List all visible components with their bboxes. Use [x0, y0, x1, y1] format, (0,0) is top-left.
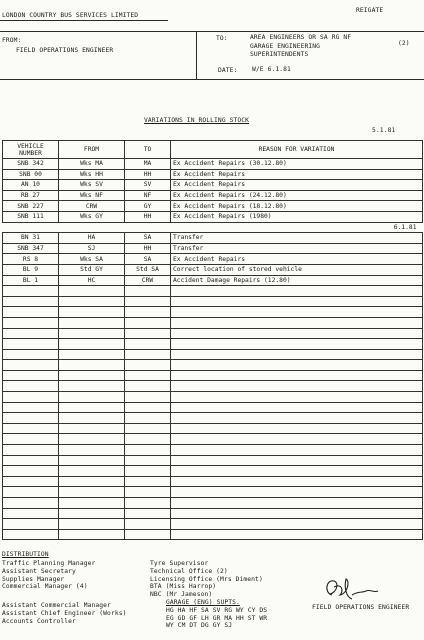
from-cell: [59, 296, 125, 307]
from-cell: [59, 307, 125, 318]
from-cell: [59, 455, 125, 466]
from-cell: [59, 339, 125, 350]
to-cell: [125, 349, 171, 360]
col-header-to: TO: [125, 141, 171, 159]
empty-table-row: [3, 317, 423, 328]
date-label: DATE:: [218, 67, 238, 74]
table-row: [3, 275, 423, 286]
to-cell: NF: [125, 190, 171, 201]
memo-divider: [196, 31, 197, 79]
garage-heading: GARAGE (ENG) SUPTS.: [166, 598, 240, 606]
to-cell: [125, 370, 171, 381]
empty-table-row: [3, 286, 423, 297]
to-line: SUPERINTENDENTS: [250, 51, 309, 58]
reason-cell: [171, 413, 423, 424]
vehicle-number-cell: SNB 347: [3, 243, 59, 254]
memo-top-rule: [0, 31, 424, 32]
from-cell: [59, 498, 125, 509]
vehicle-number-cell: SNB 227: [3, 201, 59, 212]
to-cell: [125, 434, 171, 445]
empty-table-row: [3, 498, 423, 509]
reason-cell: Ex Accident Repairs (18.12.80): [171, 201, 423, 212]
reason-cell: [171, 286, 423, 297]
from-cell: [59, 423, 125, 434]
col-header-reason: REASON FOR VARIATION: [171, 141, 423, 159]
from-cell: [59, 529, 125, 540]
reason-cell: [171, 466, 423, 477]
vehicle-number-cell: [3, 455, 59, 466]
to-cell: HH: [125, 243, 171, 254]
distribution-item: Technical Office (2): [150, 567, 228, 575]
distribution-list-primary: [2, 560, 127, 626]
vehicle-number-cell: SNB 342: [3, 159, 59, 170]
vehicle-number-cell: [3, 508, 59, 519]
garage-codes: EG GD GF LH GR MA HH ST WR: [166, 614, 268, 622]
to-cell: [125, 487, 171, 498]
vehicle-number-cell: [3, 519, 59, 530]
distribution-item: Assistant Commercial Manager: [2, 602, 111, 610]
from-cell: Wks HH: [59, 169, 125, 180]
table-row: [3, 233, 423, 244]
to-cell: HH: [125, 211, 171, 222]
to-cell: [125, 423, 171, 434]
vehicle-number-cell: [3, 423, 59, 434]
empty-table-row: [3, 413, 423, 424]
to-cell: [125, 392, 171, 403]
to-cell: [125, 476, 171, 487]
to-cell: [125, 339, 171, 350]
table-row: [3, 243, 423, 254]
vehicle-number-cell: [3, 360, 59, 371]
vehicle-number-cell: AN 10: [3, 180, 59, 191]
empty-table-row: [3, 360, 423, 371]
reason-cell: [171, 498, 423, 509]
from-label: FROM:: [2, 37, 22, 44]
reason-cell: [171, 402, 423, 413]
table-body: [3, 159, 423, 540]
reason-cell: [171, 423, 423, 434]
reason-cell: [171, 392, 423, 403]
reason-cell: [171, 445, 423, 456]
reason-cell: Correct location of stored vehicle: [171, 264, 423, 275]
table-row: [3, 190, 423, 201]
vehicle-number-cell: BL 1: [3, 275, 59, 286]
date-value: W/E 6.1.81: [252, 66, 291, 73]
table-row: [3, 169, 423, 180]
from-cell: Wks GY: [59, 211, 125, 222]
reason-cell: Accident Damage Repairs (12.80): [171, 275, 423, 286]
table-row: [3, 180, 423, 191]
vehicle-number-cell: BL 9: [3, 264, 59, 275]
from-cell: [59, 487, 125, 498]
from-cell: [59, 508, 125, 519]
empty-table-row: [3, 381, 423, 392]
vehicle-number-cell: SNB 00: [3, 169, 59, 180]
second-date: 6.1.81: [3, 222, 423, 233]
reason-cell: [171, 307, 423, 318]
from-cell: [59, 286, 125, 297]
from-cell: [59, 370, 125, 381]
empty-table-row: [3, 307, 423, 318]
distribution-item: Commercial Manager (4): [2, 583, 88, 591]
from-cell: [59, 466, 125, 477]
empty-table-row: [3, 392, 423, 403]
to-cell: MA: [125, 159, 171, 170]
distribution-spacer: [2, 591, 127, 602]
reason-cell: Transfer: [171, 233, 423, 244]
from-cell: [59, 392, 125, 403]
page-number: (2): [398, 40, 410, 47]
to-cell: GY: [125, 201, 171, 212]
to-cell: SV: [125, 180, 171, 191]
rolling-stock-table: [2, 140, 423, 540]
to-cell: [125, 307, 171, 318]
report-date: 5.1.81: [372, 127, 396, 134]
to-line: AREA ENGINEERS OR SA RG NF: [250, 34, 352, 41]
handwritten-signature: [318, 573, 382, 607]
company-name: LONDON COUNTRY BUS SERVICES LIMITED: [2, 12, 139, 19]
from-cell: Std GY: [59, 264, 125, 275]
to-cell: [125, 445, 171, 456]
distribution-item: NBC (Mr Jameson): [150, 591, 213, 599]
empty-table-row: [3, 476, 423, 487]
vehicle-number-cell: [3, 476, 59, 487]
from-cell: [59, 476, 125, 487]
empty-table-row: [3, 434, 423, 445]
reason-cell: Ex Accident Repairs: [171, 180, 423, 191]
empty-table-row: [3, 455, 423, 466]
vehicle-number-cell: [3, 349, 59, 360]
to-cell: [125, 296, 171, 307]
from-cell: HC: [59, 275, 125, 286]
from-cell: [59, 402, 125, 413]
distribution-heading: DISTRIBUTION: [2, 551, 49, 558]
to-cell: [125, 413, 171, 424]
vehicle-number-cell: [3, 413, 59, 424]
to-cell: [125, 455, 171, 466]
empty-table-row: [3, 466, 423, 477]
vehicle-number-cell: [3, 434, 59, 445]
reason-cell: Ex Accident Repairs (30.12.80): [171, 159, 423, 170]
distribution-item: Traffic Planning Manager: [2, 560, 96, 567]
from-cell: [59, 413, 125, 424]
from-cell: Wks NF: [59, 190, 125, 201]
vehicle-number-cell: [3, 317, 59, 328]
reason-cell: [171, 370, 423, 381]
from-cell: [59, 317, 125, 328]
to-line: GARAGE ENGINEERING: [250, 42, 321, 50]
reason-cell: [171, 360, 423, 371]
vehicle-number-cell: [3, 445, 59, 456]
to-cell: [125, 360, 171, 371]
empty-table-row: [3, 339, 423, 350]
empty-table-row: [3, 296, 423, 307]
vehicle-number-cell: RS 8: [3, 254, 59, 265]
to-cell: SA: [125, 254, 171, 265]
empty-table-row: [3, 402, 423, 413]
reason-cell: [171, 339, 423, 350]
reason-cell: Transfer: [171, 243, 423, 254]
reason-cell: [171, 349, 423, 360]
document-title: VARIATIONS IN ROLLING STOCK: [144, 117, 250, 124]
vehicle-number-cell: [3, 402, 59, 413]
vehicle-number-cell: [3, 286, 59, 297]
vehicle-number-cell: [3, 466, 59, 477]
reason-cell: Ex Accident Repairs: [171, 169, 423, 180]
col-header-from: FROM: [59, 141, 125, 159]
from-cell: SJ: [59, 243, 125, 254]
to-cell: [125, 286, 171, 297]
distribution-item: Assistant Chief Engineer (Works): [2, 609, 127, 617]
vehicle-number-cell: SNB 111: [3, 211, 59, 222]
from-cell: [59, 328, 125, 339]
vehicle-number-cell: BN 31: [3, 233, 59, 244]
distribution-item: BTA (Miss Harrop): [150, 583, 217, 591]
table-row: [3, 254, 423, 265]
reason-cell: Ex Accident Repairs (1980): [171, 211, 423, 222]
to-cell: HH: [125, 169, 171, 180]
garage-codes: HG HA HF SA SV RG WY CY DS: [166, 606, 268, 614]
table-header-row: [3, 141, 423, 159]
memo-bottom-rule: [0, 79, 424, 80]
from-cell: [59, 519, 125, 530]
from-cell: HA: [59, 233, 125, 244]
table-row: [3, 159, 423, 170]
to-cell: [125, 519, 171, 530]
vehicle-number-cell: [3, 307, 59, 318]
to-cell: [125, 466, 171, 477]
from-cell: Wks SA: [59, 254, 125, 265]
reason-cell: [171, 476, 423, 487]
to-cell: [125, 317, 171, 328]
vehicle-number-cell: RB 27: [3, 190, 59, 201]
empty-table-row: [3, 349, 423, 360]
reason-cell: [171, 455, 423, 466]
to-cell: Std SA: [125, 264, 171, 275]
to-cell: CRW: [125, 275, 171, 286]
from-cell: [59, 349, 125, 360]
col-header-vehicle: VEHICLE NUMBER: [3, 141, 59, 159]
vehicle-number-cell: [3, 328, 59, 339]
to-cell: [125, 328, 171, 339]
distribution-list-secondary: [150, 560, 267, 630]
reason-cell: [171, 508, 423, 519]
to-cell: [125, 529, 171, 540]
to-label: TO:: [216, 35, 228, 42]
distribution-item: Tyre Supervisor: [150, 560, 209, 567]
distribution-item: Supplies Manager: [2, 575, 65, 583]
empty-table-row: [3, 445, 423, 456]
garage-codes: WY CM DT DG GY SJ: [166, 622, 233, 630]
distribution-item: Licensing Office (Mrs Diment): [150, 575, 263, 583]
signature-title: FIELD OPERATIONS ENGINEER: [312, 604, 410, 611]
empty-table-row: [3, 529, 423, 540]
distribution-item: Accounts Controller: [2, 617, 76, 625]
from-value: FIELD OPERATIONS ENGINEER: [16, 47, 114, 54]
empty-table-row: [3, 519, 423, 530]
table-row: [3, 264, 423, 275]
reason-cell: [171, 529, 423, 540]
vehicle-number-cell: [3, 339, 59, 350]
reason-cell: [171, 519, 423, 530]
vehicle-number-cell: [3, 529, 59, 540]
from-cell: [59, 381, 125, 392]
header-rule: [0, 20, 168, 21]
reason-cell: [171, 487, 423, 498]
reason-cell: [171, 296, 423, 307]
to-cell: SA: [125, 233, 171, 244]
reason-cell: [171, 381, 423, 392]
from-cell: CRW: [59, 201, 125, 212]
date-separator-row: [3, 222, 423, 233]
vehicle-number-cell: [3, 498, 59, 509]
reason-cell: [171, 434, 423, 445]
from-cell: Wks MA: [59, 159, 125, 170]
reason-cell: Ex Accident Repairs: [171, 254, 423, 265]
empty-table-row: [3, 328, 423, 339]
location: REIGATE: [356, 7, 384, 14]
empty-table-row: [3, 487, 423, 498]
to-cell: [125, 508, 171, 519]
vehicle-number-cell: [3, 370, 59, 381]
from-cell: [59, 434, 125, 445]
vehicle-number-cell: [3, 296, 59, 307]
from-cell: [59, 445, 125, 456]
reason-cell: Ex Accident Repairs (24.12.80): [171, 190, 423, 201]
from-cell: Wks SV: [59, 180, 125, 191]
to-recipients: [250, 34, 351, 60]
vehicle-number-cell: [3, 392, 59, 403]
to-cell: [125, 402, 171, 413]
distribution-item: Assistant Secretary: [2, 567, 76, 575]
vehicle-number-cell: [3, 487, 59, 498]
from-cell: [59, 360, 125, 371]
table-row: [3, 201, 423, 212]
empty-table-row: [3, 423, 423, 434]
to-cell: [125, 498, 171, 509]
to-cell: [125, 381, 171, 392]
reason-cell: [171, 317, 423, 328]
vehicle-number-cell: [3, 381, 59, 392]
empty-table-row: [3, 370, 423, 381]
reason-cell: [171, 328, 423, 339]
table-row: [3, 211, 423, 222]
empty-table-row: [3, 508, 423, 519]
